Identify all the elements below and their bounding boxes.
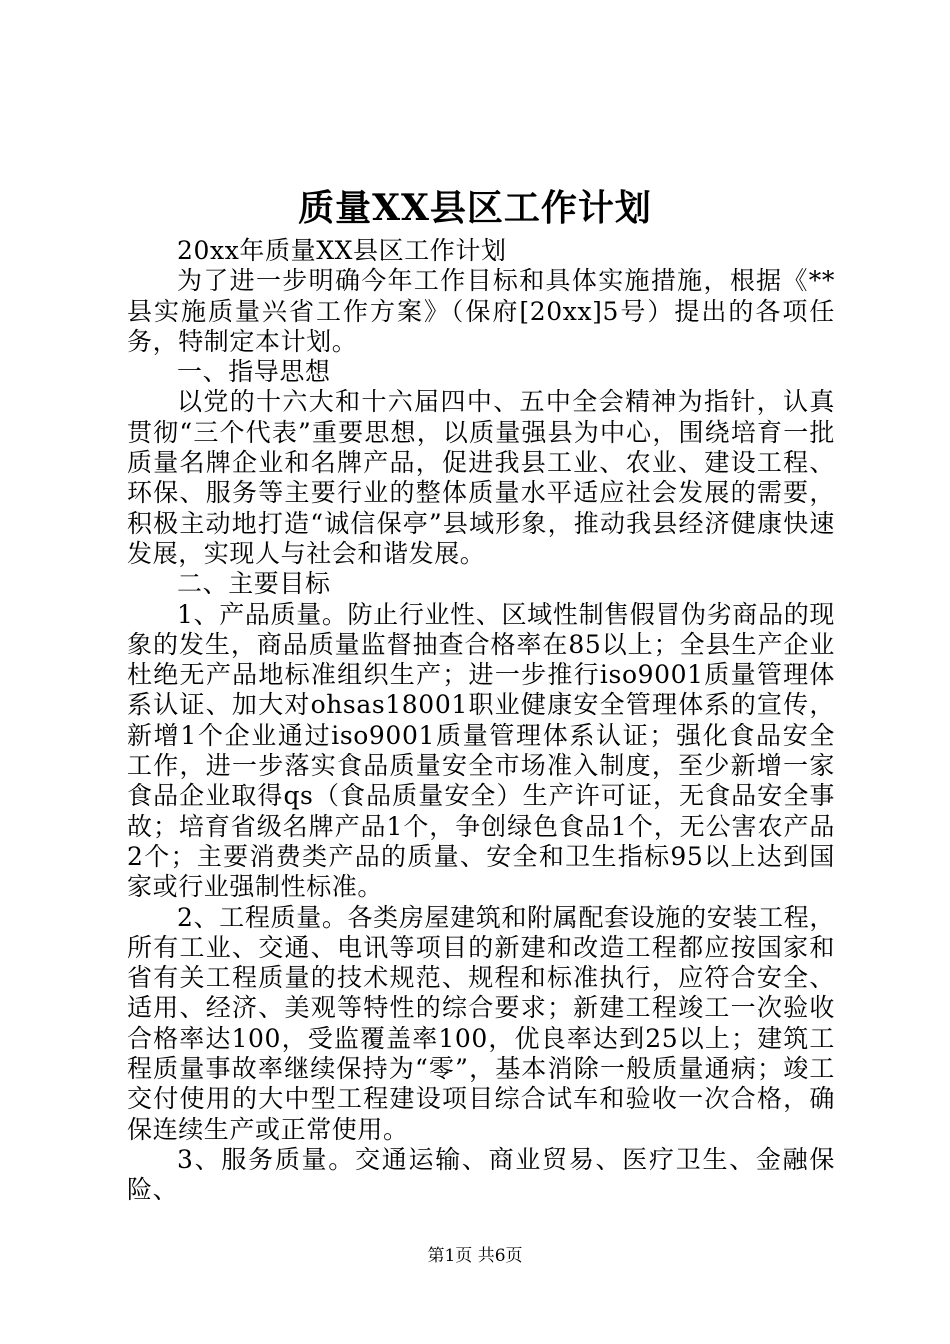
- paragraph-service-quality: 3、服务质量。交通运输、商业贸易、医疗卫生、金融保险、: [127, 1144, 835, 1205]
- paragraph-engineering-quality: 2、工程质量。各类房屋建筑和附属配套设施的安装工程，所有工业、交通、电讯等项目的新建和改造工程都应按国家和省有关工程质量的技术规范、规程和标准执行，应符合安全、适用、经济、美观等特性的综合要求；新建工程竣工一次验收合格率达100，受监覆盖率100，优良率达到25以上；建筑工程质量事故率继续保持为“零”，基本消除一般质量通病；竣工交付使用的大中型工程建设项目综合试车和验收一次合格，确保连续生产或正常使用。: [127, 902, 835, 1144]
- paragraph-product-quality: 1、产品质量。防止行业性、区域性制售假冒伪劣商品的现象的发生，商品质量监督抽查合格率在85以上；全县生产企业杜绝无产品地标准组织生产；进一步推行iso9001质量管理体系认证、加大对ohsas18001职业健康安全管理体系的宣传，新增1个企业通过iso9001质量管理体系认证；强化食品安全工作，进一步落实食品质量安全市场准入制度，至少新增一家食品企业取得qs（食品质量安全）生产许可证，无食品安全事故；培育省级名牌产品1个，争创绿色食品1个，无公害农产品2个；主要消费类产品的质量、安全和卫生指标95以上达到国家或行业强制性标准。: [127, 599, 835, 902]
- document-title: 质量XX县区工作计划: [298, 187, 652, 229]
- paragraph-guiding-ideology: 以党的十六大和十六届四中、五中全会精神为指针，认真贯彻“三个代表”重要思想，以质量强县为中心，围绕培育一批质量名牌企业和名牌产品，促进我县工业、农业、建设工程、环保、服务等主要行业的整体质量水平适应社会发展的需要，积极主动地打造“诚信保亭”县域形象，推动我县经济健康快速发展，实现人与社会和谐发展。: [127, 387, 835, 568]
- page-number-footer: 第1页 共6页: [427, 1246, 523, 1266]
- section-heading-guiding-ideology: 一、指导思想: [177, 357, 331, 387]
- section-heading-main-goals: 二、主要目标: [177, 569, 331, 599]
- document-body: [127, 236, 835, 1206]
- paragraph-subtitle: 20xx年质量XX县区工作计划: [177, 236, 507, 265]
- paragraph-intro: 为了进一步明确今年工作目标和具体实施措施，根据《**县实施质量兴省工作方案》（保府[20xx]5号）提出的各项任务，特制定本计划。: [127, 266, 835, 356]
